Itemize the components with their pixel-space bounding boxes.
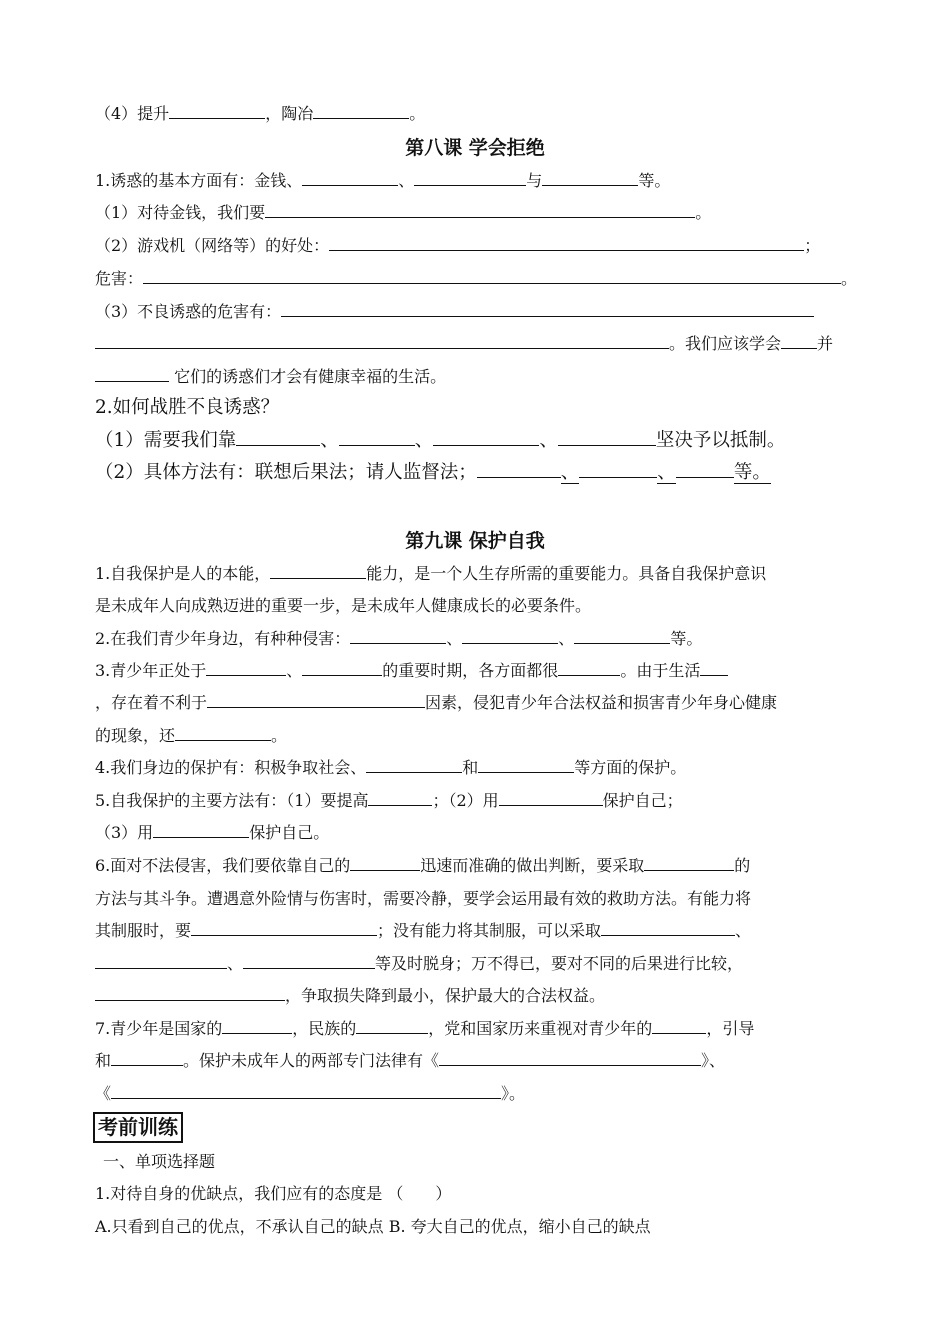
blank[interactable]: [111, 1083, 501, 1099]
exam-q1-options: A.只看到自己的优点，不承认自己的缺点 B. 夸大自己的优点，缩小自己的缺点: [95, 1217, 651, 1236]
blank[interactable]: [270, 563, 366, 579]
blank[interactable]: [433, 430, 539, 446]
blank[interactable]: [366, 757, 462, 773]
blank[interactable]: [95, 366, 169, 382]
l9-q6b: 方法与其斗争。遭遇意外险情与伤害时，需要冷静，要学会运用最有效的救助方法。有能力将: [95, 889, 752, 908]
l8-q1: 1.诱惑的基本方面有：金钱、 、 与 等。: [95, 171, 671, 190]
l9-q1: 1.自我保护是人的本能， 能力，是一个人生存所需的重要能力。具备自我保护意识: [95, 564, 767, 583]
l9-q4: 4.我们身边的保护有：积极争取社会、 和 等方面的保护。: [95, 758, 687, 777]
l8-q1c: （3）不良诱惑的危害有：: [95, 301, 814, 323]
blank[interactable]: [558, 660, 620, 676]
blank[interactable]: [236, 430, 320, 446]
blank[interactable]: [558, 430, 656, 446]
blank[interactable]: [368, 790, 432, 806]
lesson-9-title: 第九课 保护自我: [405, 530, 545, 552]
blank[interactable]: [350, 855, 420, 871]
blank[interactable]: [265, 202, 695, 218]
blank[interactable]: [676, 462, 734, 478]
exam-section: 一、单项选择题: [103, 1152, 216, 1171]
blank[interactable]: [169, 103, 265, 119]
blank[interactable]: [329, 235, 804, 251]
blank[interactable]: [478, 757, 574, 773]
l8-p4: （4）提升 ，陶冶 。: [95, 104, 426, 123]
blank[interactable]: [206, 660, 286, 676]
blank[interactable]: [477, 462, 561, 478]
l9-q3b: ，存在着不利于 因素，侵犯青少年合法权益和损害青少年身心健康: [95, 693, 778, 712]
l9-q1b: 是未成年人向成熟迈进的重要一步，是未成年人健康成长的必要条件。: [95, 596, 592, 615]
l9-q3c: 的现象，还 。: [95, 726, 288, 745]
l9-q7: 7.青少年是国家的 ，民族的 ，党和国家历来重视对青少年的 ，引导: [95, 1019, 755, 1038]
blank[interactable]: [222, 1018, 292, 1034]
blank[interactable]: [313, 103, 409, 119]
blank[interactable]: [700, 660, 728, 676]
blank[interactable]: [281, 301, 814, 317]
l8-q2a: （1）需要我们靠 、 、 、 坚决予以抵制。: [95, 430, 786, 451]
l9-q6c: 其制服时，要 ；没有能力将其制服，可以采取 、: [95, 921, 752, 940]
blank[interactable]: [652, 1018, 706, 1034]
blank[interactable]: [302, 170, 398, 186]
blank[interactable]: [95, 953, 227, 969]
blank[interactable]: [207, 692, 425, 708]
blank[interactable]: [356, 1018, 428, 1034]
l9-q2: 2.在我们青少年身边，有种种侵害： 、 、 等。: [95, 629, 703, 648]
blank[interactable]: [644, 855, 734, 871]
blank[interactable]: [781, 333, 817, 349]
blank[interactable]: [191, 920, 377, 936]
blank[interactable]: [153, 822, 249, 838]
l8-q1b2: 危害： 。: [95, 269, 858, 288]
exam-training-title: 考前训练: [93, 1112, 183, 1143]
l9-q6: 6.面对不法侵害，我们要依靠自己的 迅速而准确的做出判断，要采取 的: [95, 856, 751, 875]
blank[interactable]: [601, 920, 735, 936]
l8-q1c3: 它们的诱惑们才会有健康幸福的生活。: [95, 366, 446, 388]
blank[interactable]: [579, 462, 657, 478]
blank[interactable]: [542, 170, 638, 186]
l8-q1a: （1）对待金钱，我们要 。: [95, 203, 712, 222]
l8-q2b: （2）具体方法有：联想后果法；请人监督法； 、 、 等。: [95, 462, 771, 483]
blank[interactable]: [143, 268, 841, 284]
lesson-8-title: 第八课 学会拒绝: [405, 137, 545, 159]
l8-q1b: （2）游戏机（网络等）的好处： ；: [95, 236, 821, 255]
blank[interactable]: [111, 1050, 183, 1066]
l9-q6e: ，争取损失降到最小，保护最大的合法权益。: [95, 985, 605, 1007]
blank[interactable]: [574, 628, 670, 644]
l9-q5: 5.自我保护的主要方法有：（1）要提高 ；（2）用 保护自己；: [95, 791, 683, 810]
blank[interactable]: [350, 628, 446, 644]
blank[interactable]: [243, 953, 375, 969]
blank[interactable]: [414, 170, 526, 186]
l9-q7c: 《 》。: [95, 1084, 526, 1103]
blank[interactable]: [339, 430, 415, 446]
exam-q1: 1.对待自身的优缺点，我们应有的态度是 （ ）: [95, 1184, 452, 1203]
blank[interactable]: [95, 333, 669, 349]
l9-q5b: （3）用 保护自己。: [95, 823, 330, 842]
blank[interactable]: [302, 660, 382, 676]
blank[interactable]: [499, 790, 603, 806]
l8-q2: 2.如何战胜不良诱惑？: [95, 397, 280, 418]
l8-q1c2: 。我们应该学会 并: [95, 333, 833, 355]
blank[interactable]: [175, 725, 271, 741]
blank[interactable]: [462, 628, 558, 644]
blank[interactable]: [95, 985, 285, 1001]
blank[interactable]: [439, 1050, 701, 1066]
l9-q6d: 、 等及时脱身；万不得已，要对不同的后果进行比较，: [95, 953, 743, 975]
l9-q7b: 和 。保护未成年人的两部专门法律有《 》、: [95, 1051, 726, 1070]
l9-q3: 3.青少年正处于 、 的重要时期，各方面都很 。由于生活: [95, 660, 728, 682]
